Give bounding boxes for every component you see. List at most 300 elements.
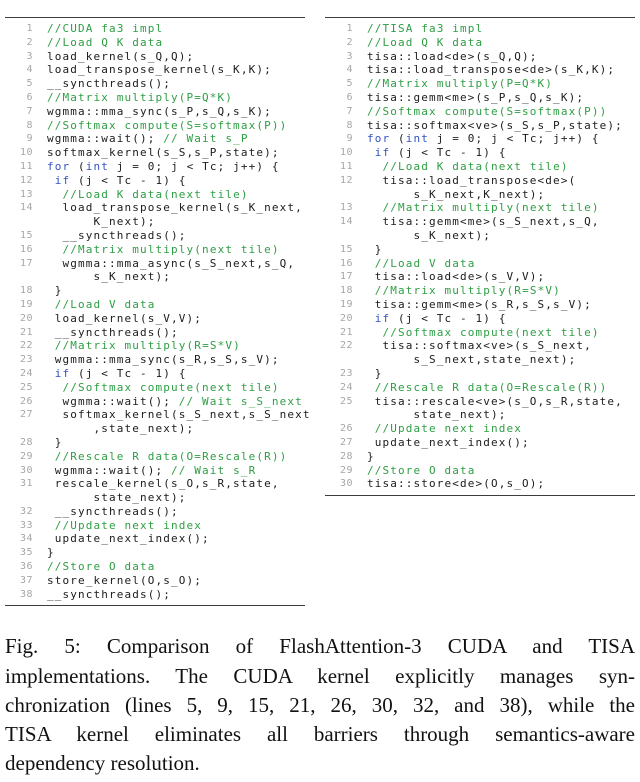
- code-text: [47, 464, 256, 478]
- code-line: [325, 339, 635, 353]
- code-text: [47, 160, 280, 174]
- code-line: [325, 91, 635, 105]
- code-line: [5, 229, 305, 243]
- code-comment: //Store O data: [367, 463, 476, 477]
- code-line: [5, 270, 305, 284]
- code-keyword: if: [54, 173, 71, 187]
- code-line: [325, 395, 635, 409]
- code-text: [367, 243, 383, 257]
- code-token: update_next_index();: [367, 435, 530, 449]
- line-number: 30: [19, 464, 33, 476]
- code-text: [47, 477, 280, 491]
- code-line: [5, 546, 305, 560]
- code-text: [367, 326, 600, 340]
- code-comment: //Store O data: [47, 560, 156, 574]
- code-line: [325, 146, 635, 160]
- code-token: __syncthreads();: [47, 587, 172, 601]
- code-token: [47, 450, 55, 463]
- code-line: [5, 188, 305, 202]
- line-number: 6: [346, 91, 353, 103]
- line-number: 24: [339, 381, 353, 393]
- code-token: [367, 160, 383, 173]
- code-token: [367, 312, 375, 325]
- code-line: [325, 422, 635, 436]
- line-number: 36: [19, 561, 33, 573]
- code-token: [47, 243, 63, 256]
- code-line: [5, 215, 305, 229]
- caption-line: TISA kernel eliminates all barriers through semantics-aware: [5, 722, 635, 747]
- code-text: [47, 229, 187, 243]
- code-text: [47, 574, 202, 588]
- line-number: 11: [339, 160, 353, 172]
- code-line: [5, 560, 305, 574]
- code-token: (: [70, 159, 86, 173]
- code-line: [5, 422, 305, 436]
- line-number: 27: [19, 409, 33, 421]
- code-keyword: if: [374, 146, 391, 160]
- code-line: [325, 464, 635, 478]
- code-text: [47, 63, 272, 77]
- caption-line: implementations. The CUDA kernel explicitly manages syn-: [5, 663, 635, 688]
- line-number: [5, 270, 47, 284]
- code-line: [5, 381, 305, 395]
- line-number: 18: [339, 285, 353, 297]
- code-line: [325, 105, 635, 119]
- code-line: [5, 298, 305, 312]
- line-number: 9: [26, 133, 33, 145]
- code-line: [5, 50, 305, 64]
- code-line: [5, 339, 305, 353]
- code-line: [5, 491, 305, 505]
- code-token: [367, 146, 375, 159]
- code-comment: // Wait s_P: [163, 132, 249, 146]
- line-number: 25: [339, 395, 353, 407]
- code-text: [47, 505, 179, 519]
- code-comment: //Matrix multiply(R=S*V): [54, 339, 241, 353]
- line-number: 2: [346, 36, 353, 48]
- line-number: 20: [19, 312, 33, 324]
- code-text: [47, 298, 156, 312]
- code-comment: //Matrix multiply(P=Q*K): [367, 77, 554, 91]
- code-line: [5, 574, 305, 588]
- code-token: wgmma::mma_async(s_S_next,s_Q,: [47, 256, 296, 270]
- line-number: 26: [19, 395, 33, 407]
- code-token: state_next);: [367, 408, 507, 422]
- code-text: [367, 36, 483, 50]
- code-text: [47, 91, 233, 105]
- code-comment: //Load Q K data: [47, 35, 164, 49]
- code-text: [47, 408, 311, 422]
- line-number: 14: [339, 216, 353, 228]
- code-text: [47, 367, 187, 381]
- code-comment: //Matrix multiply(R=S*V): [374, 284, 561, 298]
- line-number: 16: [19, 243, 33, 255]
- code-comment: //Update next index: [54, 518, 203, 532]
- code-token: tisa::load<de>(s_Q,Q);: [367, 49, 538, 63]
- line-number: 15: [19, 229, 33, 241]
- code-token: K_next);: [47, 215, 156, 229]
- code-text: [367, 339, 592, 353]
- code-token: wgmma::mma_sync(s_P,s_Q,s_K);: [47, 104, 272, 118]
- code-text: [47, 588, 171, 602]
- code-token: [367, 284, 375, 297]
- code-token: wgmma::wait();: [47, 463, 172, 477]
- code-line: [325, 22, 635, 36]
- code-token: s_K_next);: [47, 270, 172, 284]
- line-number: 22: [339, 340, 353, 352]
- code-line: [5, 174, 305, 188]
- line-number: [325, 408, 367, 422]
- line-number: 34: [19, 533, 33, 545]
- code-token: tisa::gemm<me>(s_S_next,s_Q,: [367, 215, 600, 229]
- code-text: [47, 50, 194, 64]
- code-token: ,state_next);: [47, 422, 195, 436]
- code-token: __syncthreads();: [47, 77, 172, 91]
- line-number: 8: [346, 119, 353, 131]
- code-line: [325, 326, 635, 340]
- line-number: 27: [339, 436, 353, 448]
- code-line: [5, 119, 305, 133]
- code-token: load_transpose_kernel(s_K,K);: [47, 63, 272, 77]
- code-token: store_kernel(O,s_O);: [47, 573, 203, 587]
- line-number: 12: [339, 174, 353, 186]
- code-token: __syncthreads();: [47, 325, 179, 339]
- code-line: [5, 243, 305, 257]
- code-line: [325, 243, 635, 257]
- code-text: [47, 257, 295, 271]
- line-number: 19: [339, 298, 353, 310]
- code-token: rescale_kernel(s_O,s_R,state,: [47, 477, 280, 491]
- code-token: (j < Tc - 1) {: [390, 146, 507, 160]
- code-line: [5, 353, 305, 367]
- line-number: 11: [19, 160, 33, 172]
- code-text: [367, 381, 607, 395]
- code-token: load_transpose_kernel(s_K_next,: [47, 201, 303, 215]
- line-number: 29: [19, 450, 33, 462]
- code-line: [5, 160, 305, 174]
- code-token: tisa::softmax<ve>(s_S_next,: [367, 339, 592, 353]
- code-text: [367, 270, 545, 284]
- code-keyword: if: [54, 366, 71, 380]
- line-number: 38: [19, 588, 33, 600]
- code-line: [5, 450, 305, 464]
- code-line: [5, 395, 305, 409]
- code-line: [5, 36, 305, 50]
- code-line: [5, 326, 305, 340]
- code-text: [367, 63, 615, 77]
- code-text: [47, 105, 272, 119]
- line-number: 35: [19, 547, 33, 559]
- code-keyword: if: [374, 311, 391, 325]
- code-text: [367, 367, 383, 381]
- code-comment: //Matrix multiply(next tile): [62, 242, 280, 256]
- code-comment: //Matrix multiply(next tile): [382, 201, 600, 215]
- code-token: softmax_kernel(s_S_next,s_S_next: [47, 408, 311, 422]
- code-line: [5, 436, 305, 450]
- code-token: }: [47, 284, 63, 298]
- code-comment: //Load V data: [374, 256, 476, 270]
- code-token: tisa::store<de>(O,s_O);: [367, 477, 546, 491]
- code-token: softmax_kernel(s_S,s_P,state);: [47, 146, 280, 160]
- code-text: [367, 284, 561, 298]
- code-text: [367, 395, 623, 409]
- cuda-code-listing: [5, 17, 311, 606]
- code-line: [325, 353, 635, 367]
- code-text: [367, 477, 545, 491]
- code-line: [325, 160, 635, 174]
- code-text: [47, 353, 280, 367]
- code-line: [5, 201, 305, 215]
- code-text: [367, 464, 476, 478]
- code-text: [47, 450, 287, 464]
- code-line: [325, 284, 635, 298]
- code-token: [47, 519, 55, 532]
- code-text: [47, 119, 287, 133]
- line-number: 3: [346, 50, 353, 62]
- code-token: [47, 298, 55, 311]
- line-number: 7: [346, 105, 353, 117]
- line-number: 37: [19, 574, 33, 586]
- code-text: [47, 422, 194, 436]
- code-token: state_next);: [47, 491, 187, 505]
- code-text: [367, 422, 522, 436]
- line-number: 10: [339, 147, 353, 159]
- code-line: [325, 77, 635, 91]
- code-text: [367, 22, 483, 36]
- code-text: [367, 174, 576, 188]
- line-number: [5, 422, 47, 436]
- line-number: 2: [26, 36, 33, 48]
- code-line: [325, 270, 635, 284]
- code-text: [367, 77, 553, 91]
- code-text: [47, 215, 156, 229]
- code-text: [47, 188, 249, 202]
- code-text: [47, 339, 241, 353]
- line-number: 23: [339, 367, 353, 379]
- code-token: j = 0; j < Tc; j++) {: [109, 159, 280, 173]
- code-token: s_S_next,state_next);: [367, 353, 577, 367]
- code-line: [325, 132, 635, 146]
- code-text: [47, 243, 280, 257]
- code-token: [367, 326, 383, 339]
- code-line: [325, 201, 635, 215]
- line-number: 5: [26, 78, 33, 90]
- code-keyword: int: [405, 132, 430, 146]
- caption-line: chronization (lines 5, 9, 15, 21, 26, 30, 32, and 38), while the: [5, 692, 635, 717]
- code-text: [47, 146, 280, 160]
- code-text: [47, 491, 187, 505]
- code-text: [47, 270, 171, 284]
- code-text: [367, 146, 507, 160]
- code-line: [5, 105, 305, 119]
- line-number: 16: [339, 257, 353, 269]
- code-token: }: [47, 546, 55, 560]
- code-line: [5, 477, 305, 491]
- code-token: tisa::gemm<me>(s_R,s_S,s_V);: [367, 297, 592, 311]
- line-number: 24: [19, 367, 33, 379]
- line-number: 5: [346, 78, 353, 90]
- code-comment: //Update next index: [374, 422, 523, 436]
- code-comment: // Wait s_R: [171, 463, 257, 477]
- line-number: 31: [19, 478, 33, 490]
- code-line: [5, 312, 305, 326]
- line-number: 13: [339, 202, 353, 214]
- code-comment: //Rescale R data(O=Rescale(R)): [374, 380, 608, 394]
- code-line: [5, 257, 305, 271]
- code-text: [367, 229, 491, 243]
- code-keyword: for: [47, 159, 71, 173]
- line-number: [325, 353, 367, 367]
- code-comment: //Softmax compute(S=softmax(P)): [367, 104, 608, 118]
- line-number: [325, 229, 367, 243]
- code-token: [367, 422, 375, 435]
- code-line: [325, 408, 635, 422]
- code-line: [5, 532, 305, 546]
- code-token: tisa::load<de>(s_V,V);: [367, 270, 546, 284]
- code-text: [367, 119, 623, 133]
- code-line: [325, 229, 635, 243]
- code-line: [5, 464, 305, 478]
- line-number: 28: [339, 450, 353, 462]
- line-number: 32: [19, 505, 33, 517]
- code-token: [367, 381, 375, 394]
- code-token: s_K_next);: [367, 228, 492, 242]
- code-line: [5, 22, 305, 36]
- code-text: [367, 50, 538, 64]
- line-number: 13: [19, 188, 33, 200]
- line-number: 1: [346, 23, 353, 34]
- code-line: [325, 450, 635, 464]
- line-number: 28: [19, 436, 33, 448]
- code-text: [47, 519, 202, 533]
- code-token: s_K_next,K_next);: [367, 187, 546, 201]
- code-line: [325, 36, 635, 50]
- code-text: [367, 215, 600, 229]
- code-text: [367, 160, 569, 174]
- code-token: [367, 257, 375, 270]
- code-comment: //Matrix multiply(P=Q*K): [47, 90, 234, 104]
- code-text: [367, 188, 545, 202]
- caption-line: Fig. 5: Comparison of FlashAttention-3 CUDA and TISA: [5, 634, 635, 659]
- code-line: [5, 146, 305, 160]
- code-comment: //Load Q K data: [367, 35, 484, 49]
- code-line: [5, 63, 305, 77]
- line-number: 6: [26, 91, 33, 103]
- code-token: wgmma::wait();: [47, 132, 164, 146]
- code-text: [367, 450, 375, 464]
- line-number: 14: [19, 202, 33, 214]
- line-number: 18: [19, 285, 33, 297]
- code-token: tisa::rescale<ve>(s_O,s_R,state,: [367, 394, 623, 408]
- line-number: 20: [339, 312, 353, 324]
- code-text: [367, 312, 507, 326]
- code-line: [5, 132, 305, 146]
- code-text: [367, 105, 607, 119]
- code-line: [5, 588, 305, 602]
- code-token: tisa::load_transpose<de>(: [367, 173, 577, 187]
- code-comment: // Wait s_S_next: [178, 394, 303, 408]
- code-token: update_next_index();: [47, 532, 210, 546]
- code-token: }: [47, 435, 63, 449]
- line-number: 26: [339, 423, 353, 435]
- line-number: 9: [346, 133, 353, 145]
- code-line: [325, 257, 635, 271]
- code-comment: //Softmax compute(next tile): [62, 380, 280, 394]
- code-keyword: for: [367, 132, 391, 146]
- line-number: 10: [19, 147, 33, 159]
- code-token: (j < Tc - 1) {: [70, 173, 187, 187]
- code-line: [325, 50, 635, 64]
- line-number: 22: [19, 340, 33, 352]
- code-token: __syncthreads();: [47, 228, 187, 242]
- code-token: j = 0; j < Tc; j++) {: [429, 132, 600, 146]
- line-number: 21: [339, 326, 353, 338]
- code-text: [47, 284, 63, 298]
- code-comment: //Load V data: [54, 297, 156, 311]
- code-text: [367, 132, 600, 146]
- code-line: [325, 63, 635, 77]
- line-number: [325, 188, 367, 202]
- code-line: [325, 477, 635, 491]
- code-text: [47, 77, 171, 91]
- code-comment: //Softmax compute(S=softmax(P)): [47, 118, 288, 132]
- code-line: [325, 298, 635, 312]
- code-token: (: [390, 132, 406, 146]
- code-text: [367, 91, 584, 105]
- code-line: [325, 312, 635, 326]
- code-text: [367, 298, 592, 312]
- code-text: [367, 257, 476, 271]
- line-number: 12: [19, 174, 33, 186]
- line-number: 4: [26, 64, 33, 76]
- code-comment: //Load K data(next tile): [382, 159, 569, 173]
- code-listings: [5, 17, 635, 606]
- code-text: [47, 395, 303, 409]
- line-number: 3: [26, 50, 33, 62]
- code-comment: //CUDA fa3 impl: [47, 22, 164, 35]
- line-number: 4: [346, 64, 353, 76]
- code-line: [5, 408, 311, 422]
- code-line: [325, 436, 635, 450]
- line-number: 33: [19, 519, 33, 531]
- code-token: wgmma::wait();: [47, 394, 179, 408]
- code-token: [47, 188, 63, 201]
- code-token: }: [367, 366, 383, 380]
- code-token: tisa::load_transpose<de>(s_K,K);: [367, 63, 616, 77]
- code-text: [47, 381, 280, 395]
- code-text: [47, 201, 303, 215]
- code-comment: //Softmax compute(next tile): [382, 325, 600, 339]
- figure-caption: [5, 632, 635, 778]
- code-token: tisa::gemm<me>(s_P,s_Q,s_K);: [367, 90, 585, 104]
- line-number: 21: [19, 326, 33, 338]
- code-line: [5, 519, 305, 533]
- code-text: [367, 408, 507, 422]
- line-number: 17: [339, 271, 353, 283]
- code-line: [325, 367, 635, 381]
- line-number: 23: [19, 354, 33, 366]
- line-number: 8: [26, 119, 33, 131]
- line-number: 30: [339, 478, 353, 490]
- code-line: [325, 188, 635, 202]
- code-token: (j < Tc - 1) {: [70, 366, 187, 380]
- line-number: 17: [19, 257, 33, 269]
- line-number: 1: [26, 23, 33, 34]
- code-line: [325, 174, 635, 188]
- code-token: [367, 201, 383, 214]
- code-token: load_kernel(s_V,V);: [47, 311, 203, 325]
- line-number: 25: [19, 381, 33, 393]
